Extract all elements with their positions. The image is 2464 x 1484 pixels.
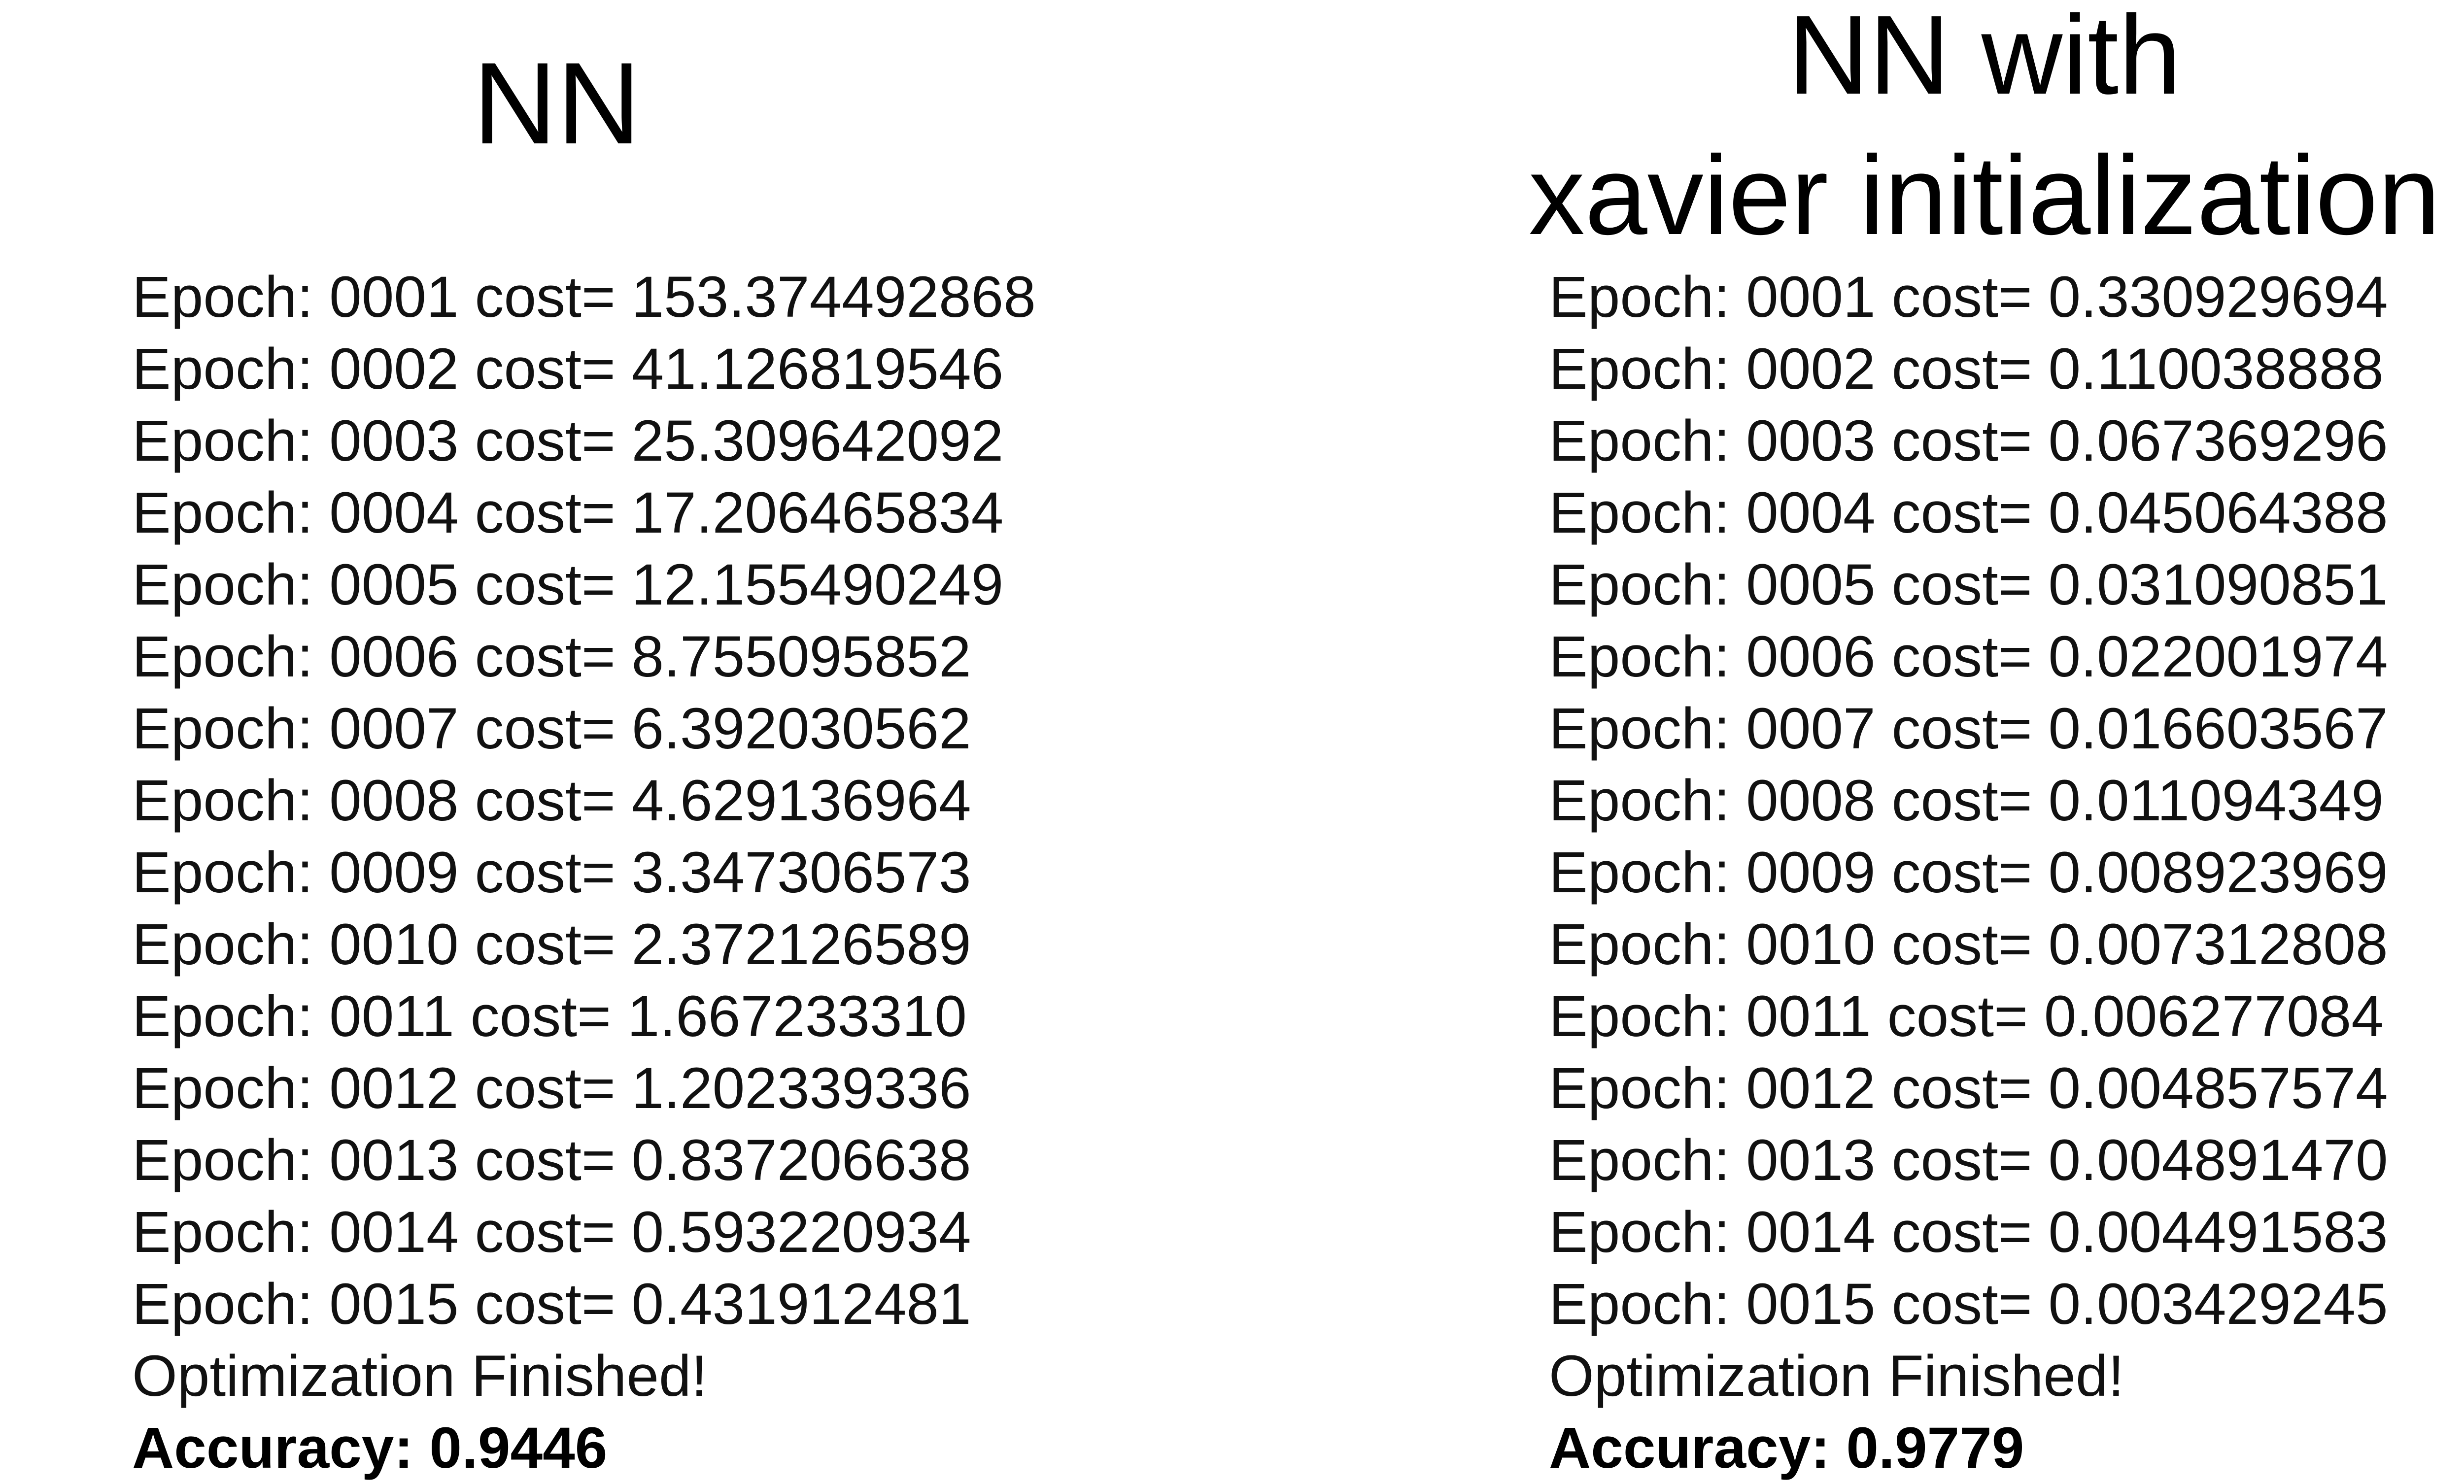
log-line: Epoch: 0014 cost= 0.593220934 <box>132 1200 971 1265</box>
log-line: Epoch: 0001 cost= 153.374492868 <box>132 265 1036 330</box>
log-line: Epoch: 0005 cost= 12.155490249 <box>132 552 1004 617</box>
log-line: Epoch: 0015 cost= 0.431912481 <box>132 1272 971 1337</box>
log-line: Epoch: 0012 cost= 1.202339336 <box>132 1056 971 1121</box>
log-line: Epoch: 0011 cost= 1.667233310 <box>132 984 967 1049</box>
log-line: Epoch: 0013 cost= 0.837206638 <box>132 1128 971 1193</box>
log-line: Epoch: 0006 cost= 0.022001974 <box>1549 624 2388 689</box>
log-line: Epoch: 0001 cost= 0.330929694 <box>1549 265 2388 330</box>
log-line: Epoch: 0007 cost= 6.392030562 <box>132 696 971 761</box>
log-line: Epoch: 0009 cost= 0.008923969 <box>1549 840 2388 905</box>
log-line: Epoch: 0003 cost= 25.309642092 <box>132 408 1004 473</box>
log-line: Epoch: 0006 cost= 8.755095852 <box>132 624 971 689</box>
log-line: Epoch: 0008 cost= 4.629136964 <box>132 768 971 833</box>
log-line: Epoch: 0004 cost= 0.045064388 <box>1549 480 2388 545</box>
log-line: Epoch: 0015 cost= 0.003429245 <box>1549 1272 2388 1337</box>
log-line: Epoch: 0004 cost= 17.206465834 <box>132 480 1004 545</box>
log-line: Epoch: 0007 cost= 0.016603567 <box>1549 696 2388 761</box>
log-line: Epoch: 0009 cost= 3.347306573 <box>132 840 971 905</box>
optimization-finished: Optimization Finished! <box>132 1344 708 1409</box>
log-line: Epoch: 0013 cost= 0.004891470 <box>1549 1128 2388 1193</box>
log-line: Epoch: 0005 cost= 0.031090851 <box>1549 552 2388 617</box>
log-line: Epoch: 0010 cost= 2.372126589 <box>132 912 971 977</box>
log-line: Epoch: 0008 cost= 0.011094349 <box>1549 768 2384 833</box>
log-line: Epoch: 0002 cost= 41.126819546 <box>132 337 1004 402</box>
right-training-log <box>1549 261 2388 1484</box>
accuracy-result: Accuracy: 0.9446 <box>132 1416 608 1481</box>
log-line: Epoch: 0012 cost= 0.004857574 <box>1549 1056 2388 1121</box>
log-line: Epoch: 0010 cost= 0.007312808 <box>1549 912 2388 977</box>
right-title-line-2: xavier initialization <box>1528 133 2441 258</box>
log-line: Epoch: 0014 cost= 0.004491583 <box>1549 1200 2388 1265</box>
right-panel-nn-xavier <box>1314 0 2464 1481</box>
right-title-line-1: NN with <box>1787 0 2182 118</box>
right-title <box>1314 0 2464 266</box>
optimization-finished: Optimization Finished! <box>1549 1344 2124 1409</box>
log-line: Epoch: 0011 cost= 0.006277084 <box>1549 984 2384 1049</box>
left-title: NN <box>473 38 641 169</box>
accuracy-result: Accuracy: 0.9779 <box>1549 1416 2024 1481</box>
left-training-log <box>132 261 1036 1484</box>
log-line: Epoch: 0002 cost= 0.110038888 <box>1549 337 2384 402</box>
log-line: Epoch: 0003 cost= 0.067369296 <box>1549 408 2388 473</box>
